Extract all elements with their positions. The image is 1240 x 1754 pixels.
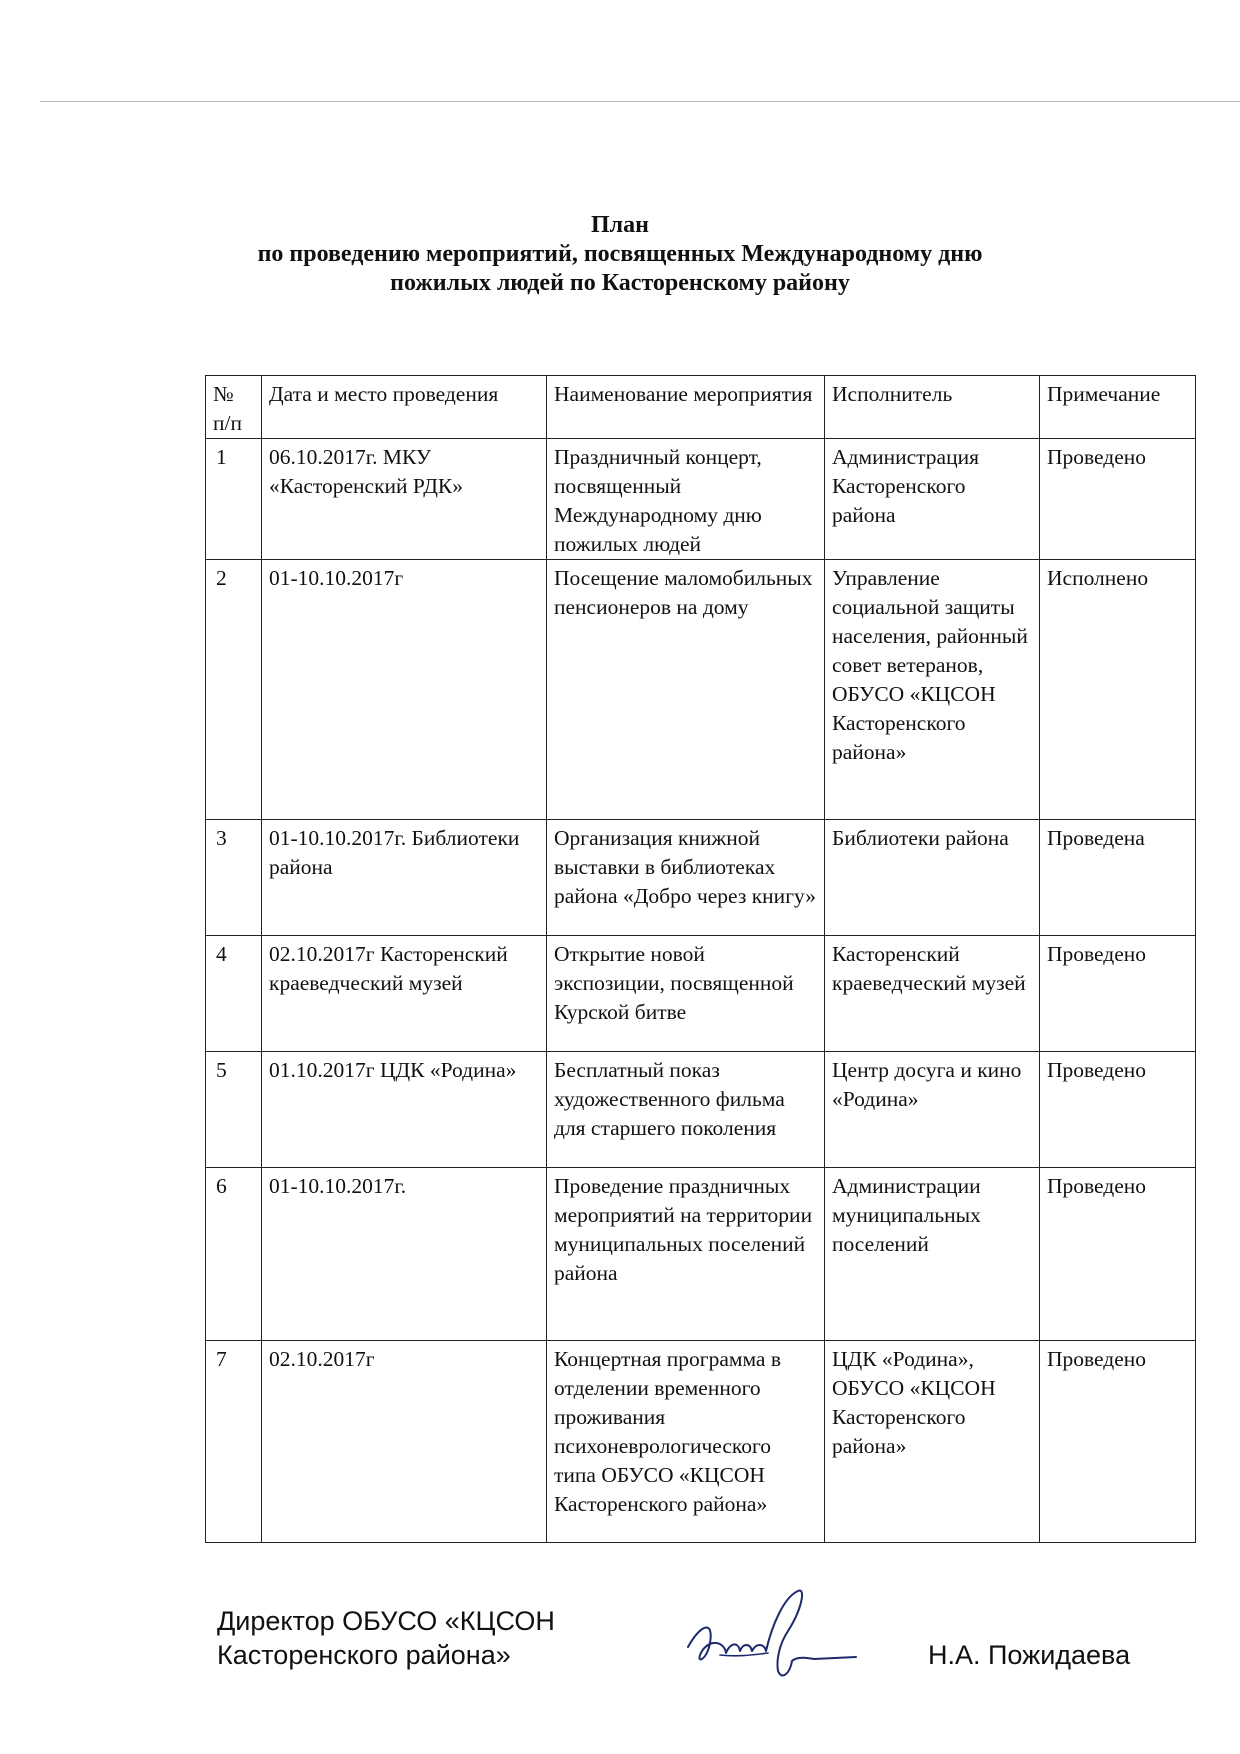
table-row bbox=[206, 1341, 1196, 1543]
table-row bbox=[206, 936, 1196, 1052]
row-date-place: 06.10.2017г. МКУ «Касторенский РДК» bbox=[262, 439, 547, 560]
header-event-name: Наименование мероприятия bbox=[547, 376, 825, 439]
row-executor: Управление социальной защиты населения, районный совет ветеранов, ОБУСО «КЦСОН Касторенского района» bbox=[825, 560, 1040, 820]
header-executor: Исполнитель bbox=[825, 376, 1040, 439]
row-note: Проведено bbox=[1040, 1168, 1196, 1341]
row-number: 6 bbox=[206, 1168, 262, 1341]
table-row bbox=[206, 560, 1196, 820]
title-line-2: по проведению мероприятий, посвященных Международному дню bbox=[257, 241, 983, 267]
row-executor: Касторенский краеведческий музей bbox=[825, 936, 1040, 1052]
scan-top-rule bbox=[40, 101, 1240, 102]
row-note: Проведено bbox=[1040, 1052, 1196, 1168]
row-note: Проведено bbox=[1040, 936, 1196, 1052]
row-date-place: 02.10.2017г bbox=[262, 1341, 547, 1543]
row-executor: Администрация Касторенского района bbox=[825, 439, 1040, 560]
row-note: Исполнено bbox=[1040, 560, 1196, 820]
row-event-name: Открытие новой экспозиции, посвященной Курской битве bbox=[547, 936, 825, 1052]
document-title bbox=[120, 211, 1120, 298]
handwritten-signature bbox=[680, 1585, 880, 1695]
row-date-place: 01-10.10.2017г. Библиотеки района bbox=[262, 820, 547, 936]
table-row bbox=[206, 439, 1196, 560]
row-number: 5 bbox=[206, 1052, 262, 1168]
row-note: Проведена bbox=[1040, 820, 1196, 936]
header-number: № п/п bbox=[206, 376, 262, 439]
row-event-name: Проведение праздничных мероприятий на территории муниципальных поселений района bbox=[547, 1168, 825, 1341]
row-executor: Администрации муниципальных поселений bbox=[825, 1168, 1040, 1341]
table-row bbox=[206, 820, 1196, 936]
table-row bbox=[206, 1052, 1196, 1168]
title-line-1: План bbox=[591, 212, 649, 238]
row-number: 4 bbox=[206, 936, 262, 1052]
row-number: 3 bbox=[206, 820, 262, 936]
row-event-name: Праздничный концерт, посвященный Международному дню пожилых людей bbox=[547, 439, 825, 560]
row-event-name: Концертная программа в отделении временного проживания психоневрологического типа ОБУСО «КЦСОН Касторенского района» bbox=[547, 1341, 825, 1543]
signatory-name: Н.А. Пожидаева bbox=[928, 1640, 1131, 1670]
row-number: 2 bbox=[206, 560, 262, 820]
table-row bbox=[206, 1168, 1196, 1341]
signatory-position-line-1: Директор ОБУСО «КЦСОН bbox=[217, 1606, 555, 1636]
row-executor: Библиотеки района bbox=[825, 820, 1040, 936]
signatory-position-line-2: Касторенского района» bbox=[217, 1640, 511, 1670]
row-event-name: Организация книжной выставки в библиотеках района «Добро через книгу» bbox=[547, 820, 825, 936]
row-number: 7 bbox=[206, 1341, 262, 1543]
events-plan-table bbox=[205, 375, 1196, 1543]
row-event-name: Посещение маломобильных пенсионеров на дому bbox=[547, 560, 825, 820]
header-note: Примечание bbox=[1040, 376, 1196, 439]
row-executor: Центр досуга и кино «Родина» bbox=[825, 1052, 1040, 1168]
row-date-place: 01-10.10.2017г bbox=[262, 560, 547, 820]
row-date-place: 01-10.10.2017г. bbox=[262, 1168, 547, 1341]
title-line-3: пожилых людей по Касторенскому району bbox=[390, 270, 850, 296]
signatory-position bbox=[217, 1604, 555, 1672]
row-note: Проведено bbox=[1040, 1341, 1196, 1543]
table-header-row bbox=[206, 376, 1196, 439]
row-note: Проведено bbox=[1040, 439, 1196, 560]
row-date-place: 02.10.2017г Касторенский краеведческий музей bbox=[262, 936, 547, 1052]
row-event-name: Бесплатный показ художественного фильма для старшего поколения bbox=[547, 1052, 825, 1168]
row-number: 1 bbox=[206, 439, 262, 560]
row-date-place: 01.10.2017г ЦДК «Родина» bbox=[262, 1052, 547, 1168]
header-date-place: Дата и место проведения bbox=[262, 376, 547, 439]
row-executor: ЦДК «Родина», ОБУСО «КЦСОН Касторенского района» bbox=[825, 1341, 1040, 1543]
